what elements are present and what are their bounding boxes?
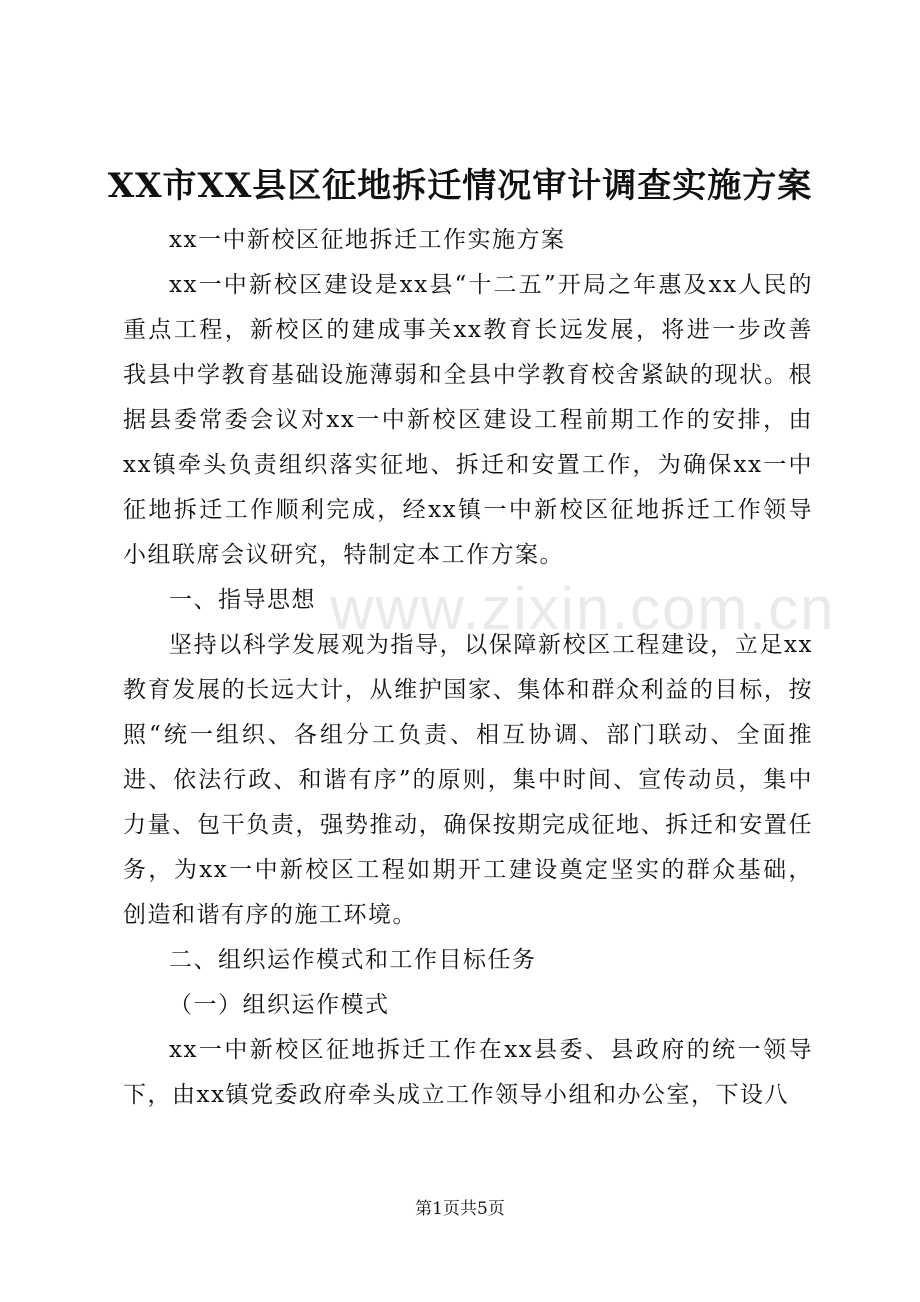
paragraph-guiding-ideology: 坚持以科学发展观为指导，以保障新校区工程建设，立足xx教育发展的长远大计，从维护国家、集体和群众利益的目标，按照“统一组织、各组分工负责、相互协调、部门联动、全面推进、依法行政、和谐有序”的原则，集中时间、宣传动员，集中力量、包干负责，强势推动，确保按期完成征地、拆迁和安置任务，为xx一中新校区工程如期开工建设奠定坚实的群众基础，创造和谐有序的施工环境。 — [123, 632, 813, 928]
section-heading-organization: 二、组织运作模式和工作目标任务 — [169, 947, 537, 973]
paragraph-operation-mode: xx一中新校区征地拆迁工作在xx县委、县政府的统一领导下，由xx镇党委政府牵头成立工作领导小组和办公室，下设八 — [123, 1037, 813, 1108]
section-heading-guiding-ideology: 一、指导思想 — [169, 587, 316, 613]
watermark: www.zixin.com.cn — [330, 575, 836, 642]
paragraph-subtitle: xx一中新校区征地拆迁工作实施方案 — [169, 227, 566, 253]
paragraph-intro: xx一中新校区建设是xx县“十二五”开局之年惠及xx人民的重点工程，新校区的建成事关xx教育长远发展，将进一步改善我县中学教育基础设施薄弱和全县中学教育校舍紧缺的现状。根据县委常委会议对xx一中新校区建设工程前期工作的安排，由xx镇牵头负责组织落实征地、拆迁和安置工作，为确保xx一中征地拆迁工作顺利完成，经xx镇一中新校区征地拆迁工作领导小组联席会议研究，特制定本工作方案。 — [123, 272, 813, 568]
document-title: XX市XX县区征地拆迁情况审计调查实施方案 — [107, 166, 813, 206]
document-body — [123, 218, 813, 1118]
subsection-heading-operation-mode: （一）组织运作模式 — [169, 992, 390, 1018]
page-footer — [0, 1197, 920, 1221]
page-number: 第1页 — [415, 1199, 460, 1219]
page-total: 共5页 — [460, 1199, 505, 1219]
